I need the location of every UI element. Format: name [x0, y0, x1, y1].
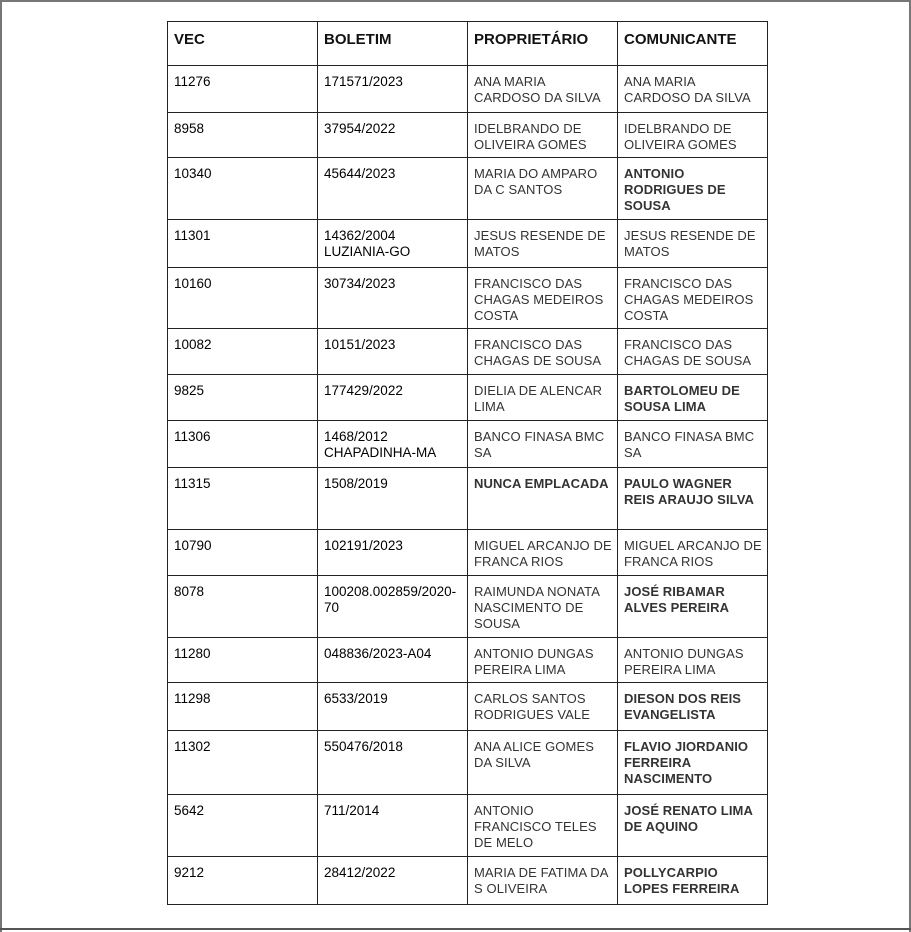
cell-comunicante: BANCO FINASA BMC SA [618, 421, 768, 468]
table-row [168, 638, 768, 683]
cell-comunicante: BARTOLOMEU DE SOUSA LIMA [618, 375, 768, 421]
table-row [168, 468, 768, 530]
cell-boletim: 6533/2019 [318, 683, 468, 731]
cell-proprietario: RAIMUNDA NONATA NASCIMENTO DE SOUSA [468, 576, 618, 638]
cell-boletim: 1508/2019 [318, 468, 468, 530]
cell-boletim: 711/2014 [318, 795, 468, 857]
cell-vec: 9825 [168, 375, 318, 421]
column-header-vec: VEC [168, 22, 318, 66]
cell-proprietario: MARIA DO AMPARO DA C SANTOS [468, 158, 618, 220]
cell-vec: 10160 [168, 268, 318, 329]
cell-vec: 8078 [168, 576, 318, 638]
cell-comunicante: FRANCISCO DAS CHAGAS DE SOUSA [618, 329, 768, 375]
cell-vec: 10790 [168, 530, 318, 576]
cell-proprietario: NUNCA EMPLACADA [468, 468, 618, 530]
cell-comunicante: FLAVIO JIORDANIO FERREIRA NASCIMENTO [618, 731, 768, 795]
cell-comunicante: IDELBRANDO DE OLIVEIRA GOMES [618, 113, 768, 158]
cell-proprietario: FRANCISCO DAS CHAGAS MEDEIROS COSTA [468, 268, 618, 329]
records-table [167, 21, 768, 905]
cell-boletim: 550476/2018 [318, 731, 468, 795]
cell-comunicante: PAULO WAGNER REIS ARAUJO SILVA [618, 468, 768, 530]
cell-proprietario: DIELIA DE ALENCAR LIMA [468, 375, 618, 421]
table-row [168, 857, 768, 905]
cell-comunicante: DIESON DOS REIS EVANGELISTA [618, 683, 768, 731]
cell-proprietario: CARLOS SANTOS RODRIGUES VALE [468, 683, 618, 731]
cell-boletim: 171571/2023 [318, 66, 468, 113]
cell-proprietario: ANA ALICE GOMES DA SILVA [468, 731, 618, 795]
cell-boletim: 28412/2022 [318, 857, 468, 905]
cell-vec: 11301 [168, 220, 318, 268]
cell-vec: 11306 [168, 421, 318, 468]
cell-vec: 11280 [168, 638, 318, 683]
cell-boletim: 102191/2023 [318, 530, 468, 576]
cell-comunicante: ANA MARIA CARDOSO DA SILVA [618, 66, 768, 113]
cell-boletim: 048836/2023-A04 [318, 638, 468, 683]
cell-vec: 11298 [168, 683, 318, 731]
table-row [168, 375, 768, 421]
cell-vec: 11302 [168, 731, 318, 795]
cell-boletim: 37954/2022 [318, 113, 468, 158]
cell-vec: 10082 [168, 329, 318, 375]
cell-comunicante: JOSÉ RENATO LIMA DE AQUINO [618, 795, 768, 857]
cell-proprietario: ANTONIO DUNGAS PEREIRA LIMA [468, 638, 618, 683]
cell-proprietario: MIGUEL ARCANJO DE FRANCA RIOS [468, 530, 618, 576]
cell-boletim: 45644/2023 [318, 158, 468, 220]
cell-comunicante: POLLYCARPIO LOPES FERREIRA [618, 857, 768, 905]
table-row [168, 530, 768, 576]
cell-boletim: 10151/2023 [318, 329, 468, 375]
cell-boletim: 100208.002859/2020-70 [318, 576, 468, 638]
cell-vec: 11315 [168, 468, 318, 530]
cell-boletim: 30734/2023 [318, 268, 468, 329]
cell-comunicante: JESUS RESENDE DE MATOS [618, 220, 768, 268]
table-row [168, 576, 768, 638]
table-row [168, 795, 768, 857]
cell-proprietario: MARIA DE FATIMA DA S OLIVEIRA [468, 857, 618, 905]
cell-comunicante: MIGUEL ARCANJO DE FRANCA RIOS [618, 530, 768, 576]
table-row [168, 220, 768, 268]
table-row [168, 731, 768, 795]
cell-vec: 5642 [168, 795, 318, 857]
column-header-boletim: BOLETIM [318, 22, 468, 66]
column-header-comunicante: COMUNICANTE [618, 22, 768, 66]
cell-vec: 11276 [168, 66, 318, 113]
cell-boletim: 1468/2012 CHAPADINHA-MA [318, 421, 468, 468]
page-border-top [0, 0, 911, 2]
table-row [168, 268, 768, 329]
table-row [168, 66, 768, 113]
column-header-proprietario: PROPRIETÁRIO [468, 22, 618, 66]
table-row [168, 158, 768, 220]
cell-comunicante: ANTONIO DUNGAS PEREIRA LIMA [618, 638, 768, 683]
cell-proprietario: JESUS RESENDE DE MATOS [468, 220, 618, 268]
page-border-bottom [0, 928, 911, 930]
cell-vec: 9212 [168, 857, 318, 905]
header-row [168, 22, 768, 66]
cell-proprietario: BANCO FINASA BMC SA [468, 421, 618, 468]
cell-proprietario: ANA MARIA CARDOSO DA SILVA [468, 66, 618, 113]
cell-vec: 10340 [168, 158, 318, 220]
table-row [168, 683, 768, 731]
cell-boletim: 14362/2004 LUZIANIA-GO [318, 220, 468, 268]
cell-vec: 8958 [168, 113, 318, 158]
table-row [168, 421, 768, 468]
cell-proprietario: ANTONIO FRANCISCO TELES DE MELO [468, 795, 618, 857]
table-row [168, 329, 768, 375]
table-row [168, 113, 768, 158]
page-border-left [0, 0, 2, 932]
cell-comunicante: ANTONIO RODRIGUES DE SOUSA [618, 158, 768, 220]
cell-proprietario: IDELBRANDO DE OLIVEIRA GOMES [468, 113, 618, 158]
cell-proprietario: FRANCISCO DAS CHAGAS DE SOUSA [468, 329, 618, 375]
cell-boletim: 177429/2022 [318, 375, 468, 421]
cell-comunicante: FRANCISCO DAS CHAGAS MEDEIROS COSTA [618, 268, 768, 329]
cell-comunicante: JOSÉ RIBAMAR ALVES PEREIRA [618, 576, 768, 638]
